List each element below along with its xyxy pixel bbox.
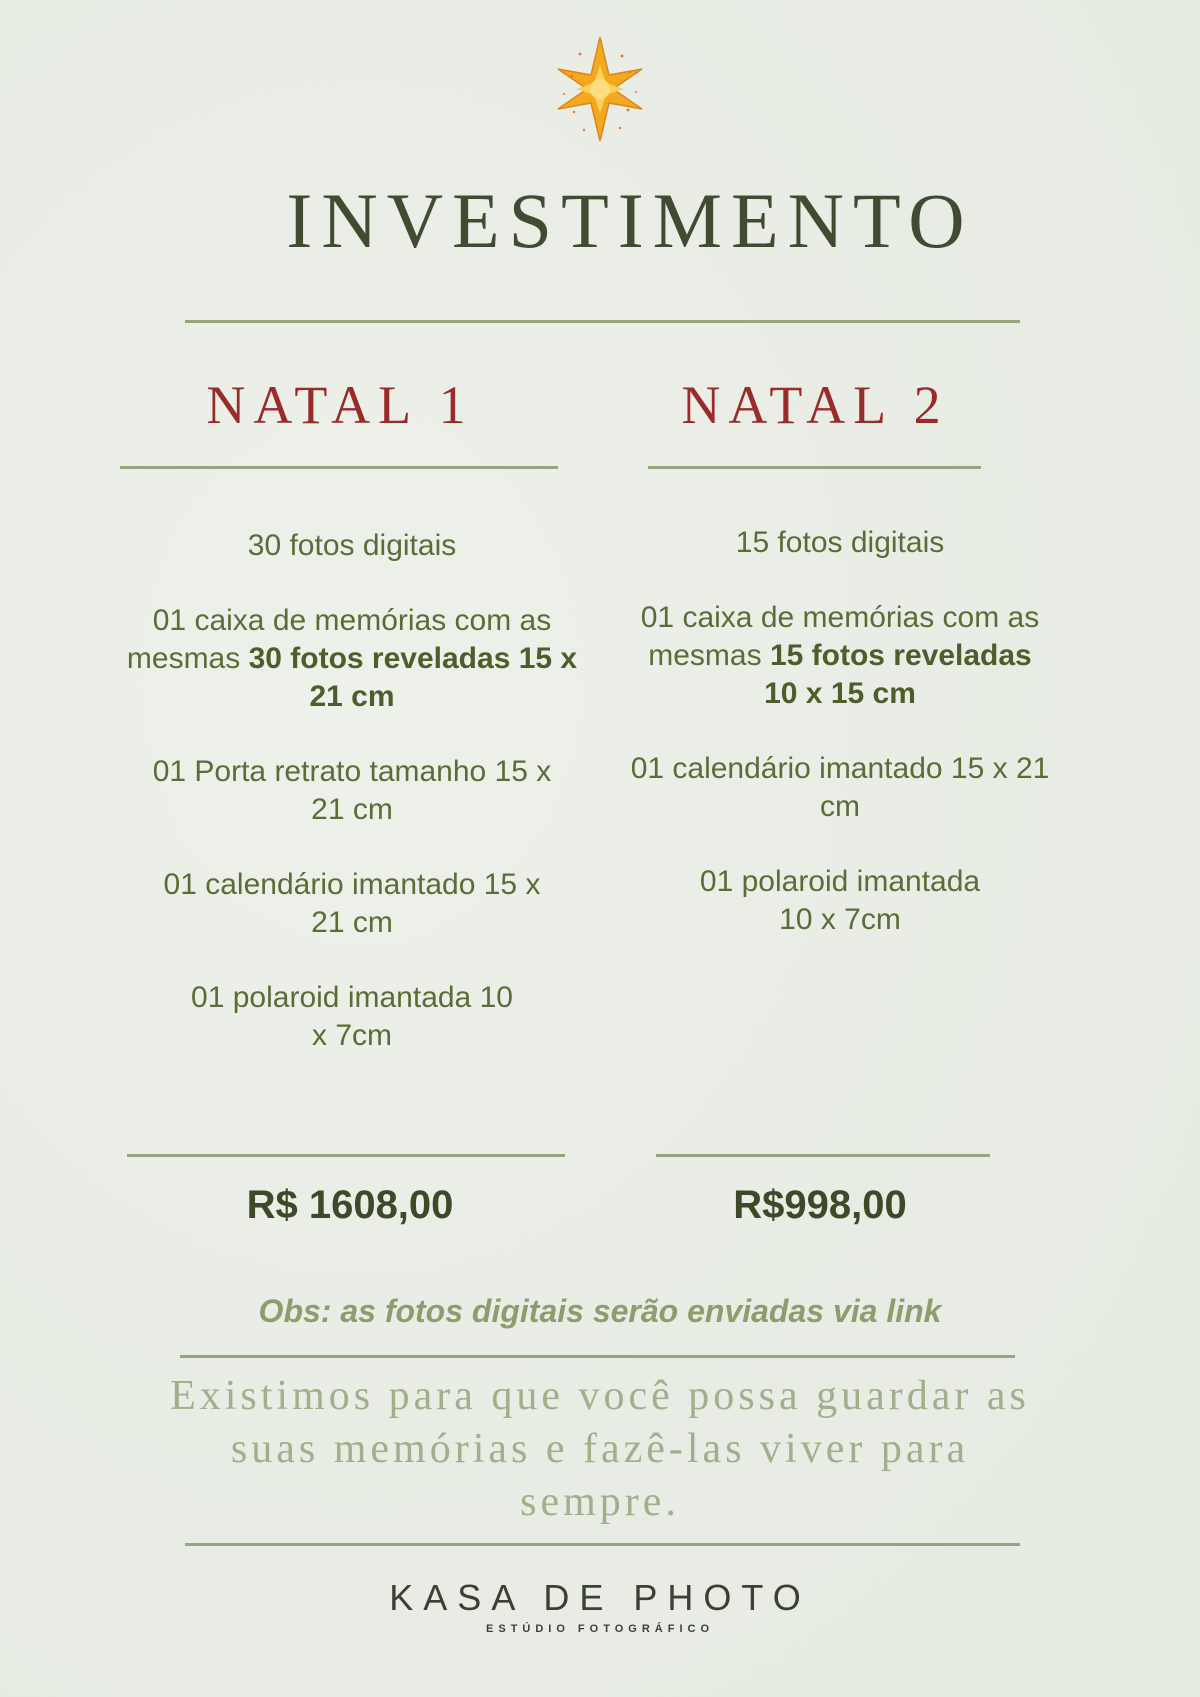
package-1-price: R$ 1608,00	[246, 1183, 454, 1227]
divider	[180, 1355, 1015, 1358]
star-icon	[550, 32, 650, 147]
item-text: 01 caixa de memórias com as mesmas	[126, 604, 552, 675]
list-item: 01 calendário imantado 15 x 21 cm	[163, 868, 541, 939]
page-title: INVESTIMENTO	[286, 177, 974, 264]
list-item: 01 polaroid imantada 10 x 7cm	[191, 981, 513, 1052]
list-item: 01 polaroid imantada 10 x 7cm	[699, 865, 981, 936]
item-highlight: 15 fotos reveladas 10 x 15 cm	[764, 639, 1032, 710]
list-item	[122, 602, 582, 716]
package-1-title: NATAL 1	[206, 375, 474, 435]
list-item: 01 calendário imantado 15 x 21 cm	[630, 752, 1050, 823]
package-2-items	[620, 524, 1060, 976]
package-2-title: NATAL 2	[681, 375, 949, 435]
divider	[127, 1154, 565, 1157]
package-2-price: R$998,00	[733, 1183, 907, 1227]
divider	[185, 1543, 1020, 1546]
item-text: 01 caixa de memórias com as mesmas	[640, 601, 1040, 672]
divider	[656, 1154, 990, 1157]
item-highlight: 30 fotos reveladas 15 x 21 cm	[248, 642, 578, 713]
divider	[185, 320, 1020, 323]
list-item: 15 fotos digitais	[735, 526, 945, 559]
divider	[120, 466, 558, 469]
tagline: Existimos para que você possa guardar as suas memórias e fazê-las viver para sempre.	[170, 1373, 1030, 1525]
brand-name: KASA DE PHOTO	[389, 1577, 811, 1618]
list-item: 01 Porta retrato tamanho 15 x 21 cm	[152, 755, 552, 826]
divider	[648, 466, 981, 469]
brand-subtitle: ESTÚDIO FOTOGRÁFICO	[485, 1623, 715, 1635]
package-1-items	[122, 527, 582, 1092]
note: Obs: as fotos digitais serão enviadas via link	[258, 1293, 942, 1329]
list-item	[620, 599, 1060, 713]
list-item: 30 fotos digitais	[247, 529, 457, 562]
